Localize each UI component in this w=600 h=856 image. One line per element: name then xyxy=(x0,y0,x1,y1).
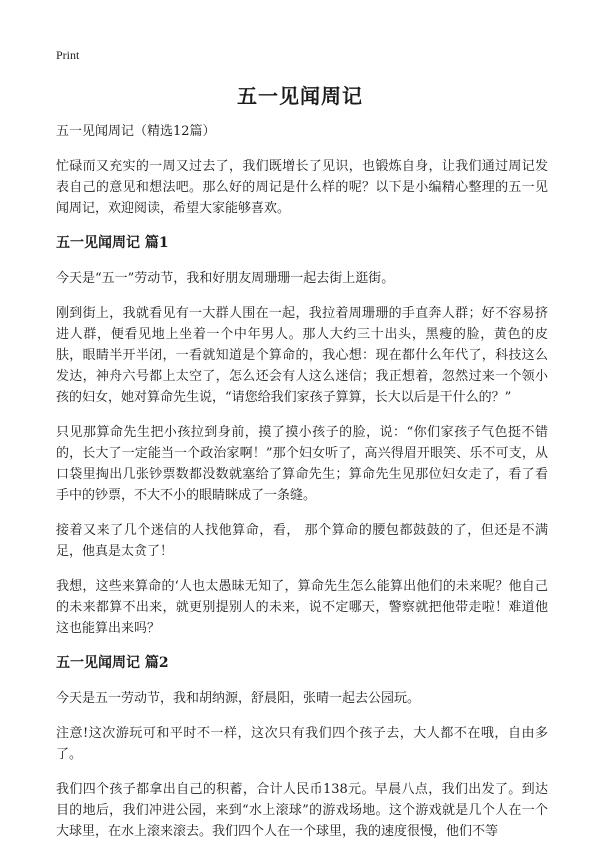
paragraph: 我想，这些来算命的‘人也太愚昧无知了，算命先生怎么能算出他们的未来呢？他自己的未来都算不出来，就更别提别人的未来，说不定哪天，警察就把他带走啦！难道他这也能算出来吗？ xyxy=(56,579,548,636)
paragraph: 今天是“五一”劳动节，我和好朋友周珊珊一起去街上逛街。 xyxy=(56,271,395,286)
section-heading: 五一见闻周记 篇2 xyxy=(56,655,169,671)
paragraph: 只见那算命先生把小孩拉到身前，摸了摸小孩子的脸，说：“你们家孩子气色挺不错的，长大了一定能当一个政治家啊！”那个妇女听了，高兴得眉开眼笑、乐不可支，从口袋里掏出几张钞票数都没数就塞给了算命先生；算命先生见那位妇女走了，看了看手中的钞票，不大不小的眼睛眯成了一条缝。 xyxy=(56,425,548,503)
document-subtitle: 五一见闻周记（精选12篇） xyxy=(56,124,216,139)
paragraph: 刚到街上，我就看见有一大群人围在一起，我拉着周珊珊的手直奔人群；好不容易挤进人群，便看见地上坐着一个中年男人。那人大约三十出头，黑瘦的脸，黄色的皮肤，眼睛半开半闭，一看就知道是个算命的，我心想：现在都什么年代了，科技这么发达，神舟六号都上太空了，怎么还会有人这么迷信；我正想着，忽然过来一个领小孩的妇女，她对算命先生说，“请您给我们家孩子算算，长大以后是干什么的？” xyxy=(56,306,548,405)
section-2 xyxy=(56,653,548,842)
document-body xyxy=(56,121,548,856)
document-title: 五一见闻周记 xyxy=(237,84,363,108)
print-link[interactable]: Print xyxy=(56,48,80,62)
paragraph: 今天是五一劳动节，我和胡纳源，舒晨阳，张晴一起去公园玩。 xyxy=(56,691,421,706)
section-1 xyxy=(56,233,548,639)
section-heading: 五一见闻周记 篇1 xyxy=(56,235,169,251)
paragraph: 注意!这次游玩可和平时不一样，这次只有我们四个孩子去，大人都不在哦，自由多了。 xyxy=(56,726,548,762)
paragraph: 我们四个孩子都拿出自己的积蓄，合计人民币138元。早晨八点，我们出发了。到达目的地后，我们冲进公园，来到“水上滚球”的游戏场地。这个游戏就是几个人在一个大球里，在水上滚来滚去。我们四个人在一个球里，我的速度很慢，他们不等 xyxy=(56,782,548,839)
paragraph: 接着又来了几个迷信的人找他算命，看， 那个算命的腰包都鼓鼓的了，但还是不满足，他真是太贪了！ xyxy=(56,523,548,559)
intro-paragraph: 忙碌而又充实的一周又过去了，我们既增长了见识，也锻炼自身，让我们通过周记发表自己的意见和想法吧。那么好的周记是什么样的呢？以下是小编精心整理的五一见闻周记，欢迎阅读，希望大家能够喜欢。 xyxy=(56,159,548,216)
